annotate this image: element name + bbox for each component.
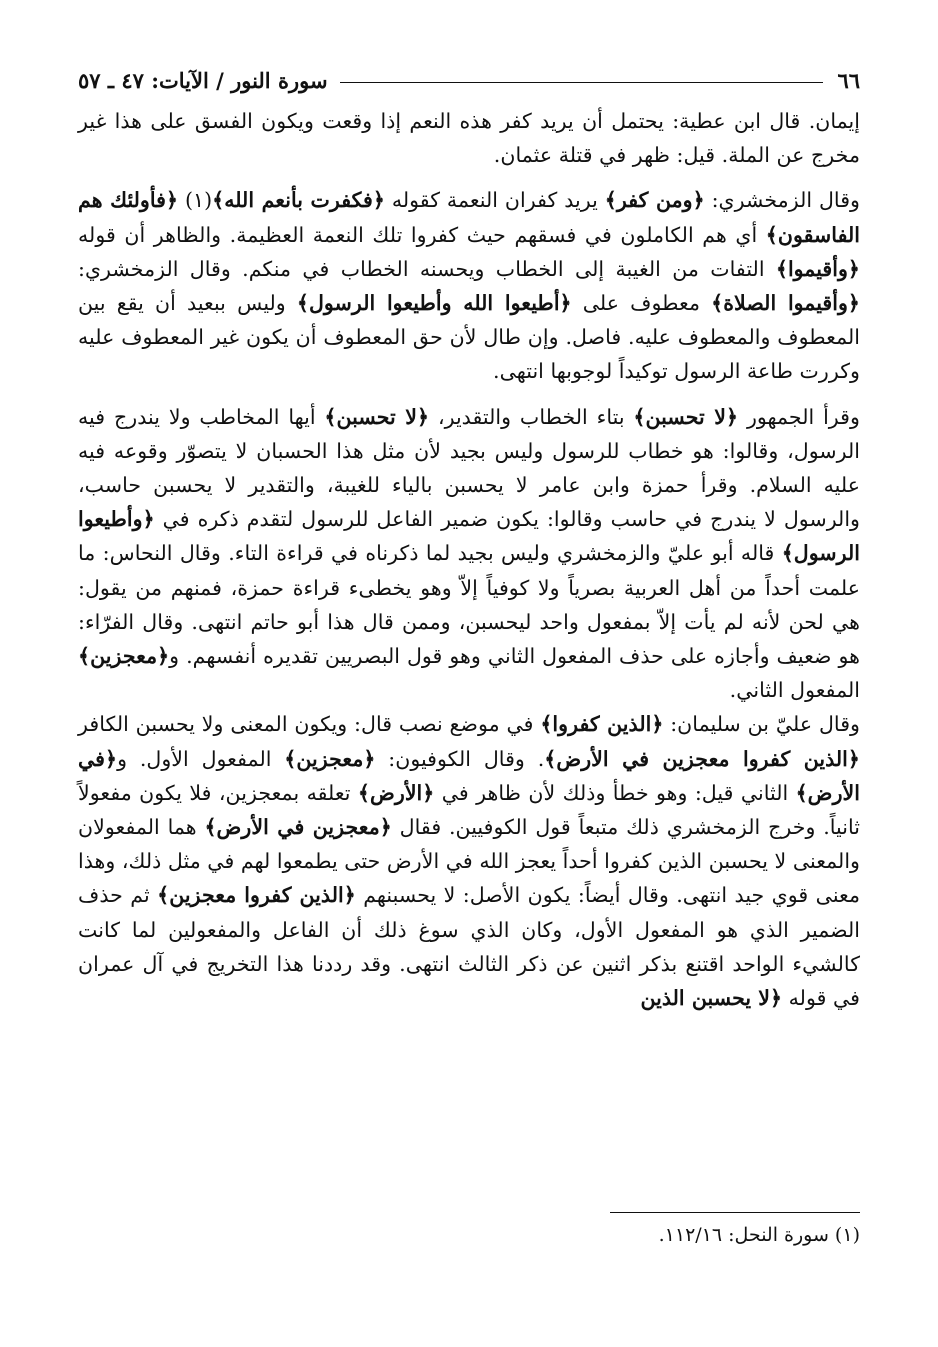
text-run: أيها المخاطب ولا يندرج فيه الرسول، وقالوا: هو خطاب للرسول وليس بجيد لأن مثل هذا الحسبان لا يتصوّر وقوعه فيه عليه السلام. وقرأ حمزة وابن عامر لا يحسبن بالياء للغيبة، والتقدير لا يحسبن حاسب، والرسول لا يندرج في حاسب وقالوا: يكون ضمير الفاعل للرسول لتقدم ذكره في bbox=[78, 404, 860, 532]
quran-quote: ﴿لا تحسبن﴾ bbox=[633, 404, 739, 429]
quran-quote: ﴿فأولئك هم الفاسقون﴾ bbox=[78, 188, 860, 247]
quran-quote: ﴿في الأرض﴾ bbox=[78, 746, 860, 805]
quran-quote: ﴿لا تحسبن﴾ bbox=[324, 404, 430, 429]
text-run: (١) bbox=[178, 188, 213, 213]
text-run: وليس ببعيد أن يقع بين المعطوف والمعطوف عليه. فاصل. وإن طال لأن حق المعطوف أن يكون غير المعطوف عليه وكررت طاعة الرسول توكيداً لوجوبها انتهى. bbox=[78, 291, 860, 384]
text-run: وقال الزمخشري: bbox=[704, 188, 860, 213]
quran-quote: ﴿لا يحسبن الذين bbox=[640, 986, 783, 1011]
quran-quote: ﴿وأقيموا الصلاة﴾ bbox=[711, 291, 860, 316]
text-run: معطوف على bbox=[571, 291, 712, 316]
page-header bbox=[78, 62, 860, 98]
quran-quote: ﴿معجزين﴾ bbox=[284, 746, 376, 771]
quran-quote: ﴿وأقيموا﴾ bbox=[775, 256, 860, 281]
text-run: . وقال الكوفيون: bbox=[375, 746, 545, 771]
text-run: وقرأ الجمهور bbox=[738, 404, 860, 429]
text-run: يريد كفران النعمة كقوله bbox=[384, 188, 605, 213]
header-rule bbox=[340, 82, 824, 83]
quran-quote: ﴿الأرض﴾ bbox=[357, 780, 435, 805]
quran-quote: ﴿الذين كفروا معجزين﴾ bbox=[157, 883, 356, 908]
text-run: قاله أبو عليّ والزمخشري وليس بجيد لما ذكرناه في قراءة التاء. وقال النحاس: ما علمت أحداً من أهل العربية بصرياً ولا كوفياً إلاّ وهو يخطىء قراءة حمزة، فمنهم من يقول: هي لحن لأنه لم يأت إلاّ بمفعول واحد ليحسبن، وممن قال هذا أبو حاتم انتهى. وقال الفرّاء: هو ضعيف وأجازه على حذف المفعول الثاني وهو قول البصريين تقديره أنفسهم. و bbox=[78, 541, 860, 669]
text-run: ثم حذف الضمير الذي هو المفعول الأول، وكان الذي سوغ ذلك أن الفاعل والمفعولين لما كانت كالشيء الواحد اقتنع بذكر اثنين عن ذكر الثالث انتهى. وقد رددنا هذا التخريج في آل عمران في قوله bbox=[78, 883, 860, 1011]
text-run: الثاني قيل: وهو خطأ وذلك لأن ظاهر في bbox=[434, 780, 796, 805]
book-page bbox=[78, 62, 860, 1015]
footnote-rule bbox=[610, 1212, 860, 1213]
running-title: سورة النور / الآيات: ٤٧ ـ ٥٧ bbox=[78, 67, 328, 93]
text-run: وقال عليّ بن سليمان: bbox=[663, 712, 860, 737]
paragraph bbox=[78, 104, 860, 172]
body-text bbox=[78, 104, 860, 1015]
paragraph bbox=[78, 707, 860, 1015]
text-run: المفعول الأول. و bbox=[117, 746, 285, 771]
quran-quote: ﴿أطيعوا الله وأطيعوا الرسول﴾ bbox=[296, 291, 572, 316]
quran-quote: ﴿وأطيعوا الرسول﴾ bbox=[78, 507, 860, 566]
quran-quote: ﴿الذين كفروا معجزين في الأرض﴾ bbox=[544, 746, 860, 771]
text-run: التفات من الغيبة إلى الخطاب ويحسنه الخطاب في منكم. وقال الزمخشري: bbox=[78, 256, 776, 281]
paragraph bbox=[78, 183, 860, 388]
text-run: هما المفعولان والمعنى لا يحسبن الذين كفروا أحداً يعجز الله في الأرض حتى يطمعوا لهم في مثل ذلك، وهذا معنى قوي جيد انتهى. وقال أيضاً: يكون الأصل: لا يحسبنهم bbox=[78, 815, 860, 908]
text-run: تعلقه بمعجزين، فلا يكون مفعولاً ثانياً. وخرج الزمخشري ذلك متبعاً قول الكوفيين. فقال bbox=[78, 780, 860, 840]
quran-quote: ﴿الذين كفروا﴾ bbox=[540, 712, 664, 737]
quran-quote: ﴿فكفرت بأنعم الله﴾ bbox=[212, 188, 385, 213]
text-run: في موضع نصب قال: ويكون المعنى ولا يحسبن الكافر bbox=[78, 712, 541, 737]
text-run: أي هم الكاملون في فسقهم حيث كفروا تلك النعمة العظيمة. والظاهر أن قوله bbox=[78, 222, 766, 247]
page-number: ٦٦ bbox=[837, 67, 860, 93]
quran-quote: ﴿ومن كفر﴾ bbox=[604, 188, 705, 213]
text-run: إيمان. قال ابن عطية: يحتمل أن يريد كفر هذه النعم إذا وقعت ويكون الفسق على هذا غير مخرج عن الملة. قيل: ظهر في قتلة عثمان. bbox=[78, 109, 860, 168]
quran-quote: ﴿معجزين﴾ bbox=[78, 644, 170, 669]
paragraph bbox=[78, 400, 860, 708]
text-run: بتاء الخطاب والتقدير، bbox=[429, 404, 634, 429]
quran-quote: ﴿معجزين في الأرض﴾ bbox=[204, 815, 392, 840]
footnote-text: (١) سورة النحل: ١١٢/١٦. bbox=[658, 1224, 860, 1246]
text-run: المفعول الثاني. bbox=[729, 678, 860, 703]
footnote bbox=[80, 1220, 860, 1250]
